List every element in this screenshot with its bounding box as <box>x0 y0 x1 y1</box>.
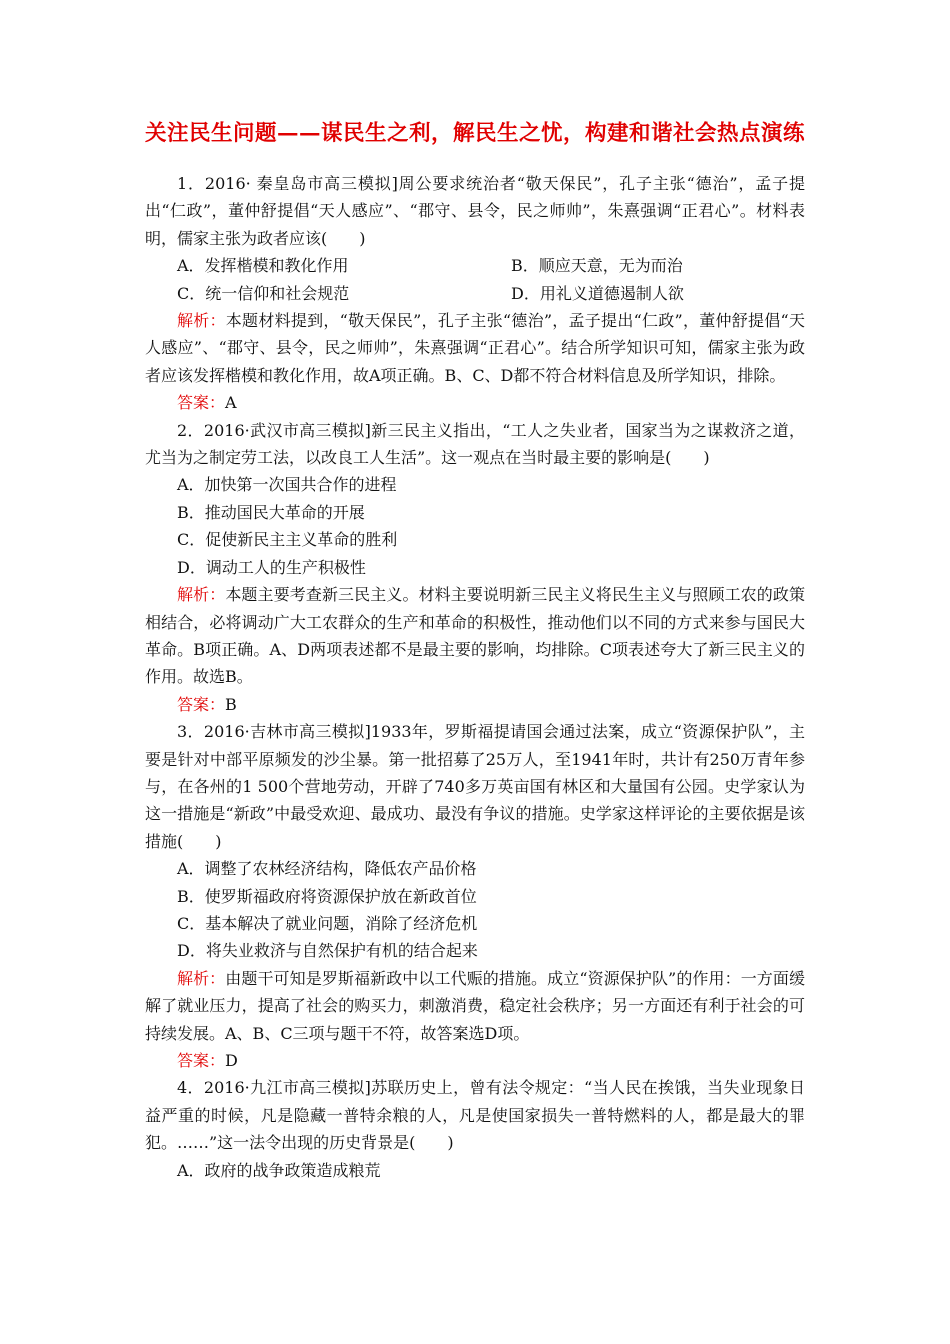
option-c: C．统一信仰和社会规范 <box>177 283 350 303</box>
option-c: C．促使新民主主义革命的胜利 <box>177 530 398 550</box>
answer-label: 答案： <box>177 694 226 714</box>
option-a: A．政府的战争政策造成粮荒 <box>177 1160 381 1180</box>
analysis <box>145 965 805 1047</box>
option-a: A．调整了农林经济结构，降低农产品价格 <box>177 859 477 879</box>
question-4 <box>145 1074 805 1184</box>
analysis-label: 解析： <box>177 585 226 605</box>
option-b: B．顺应天意，无为而治 <box>511 256 683 276</box>
question-stem: 3．2016·吉林市高三模拟]1933年，罗斯福提请国会通过法案，成立“资源保护队”，主要是针对中部平原频发的沙尘暴。第一批招募了25万人，至1941年时，共计有250万青年参与，在各州的1 500个营地劳动，开辟了740多万英亩国有林区和大量国有公园。史学家认为这一措施是“新政”中最受欢迎、最成功、最没有争议的措施。史学家这样评论的主要依据是该措施( ) <box>145 722 805 851</box>
analysis-label: 解析： <box>177 311 226 331</box>
analysis <box>145 307 805 389</box>
option-a: A．加快第一次国共合作的进程 <box>177 475 397 495</box>
analysis-text: 由题干可知是罗斯福新政中以工代赈的措施。成立“资源保护队”的作用：一方面缓解了就业压力，提高了社会的购买力，刺激消费，稳定社会秩序；另一方面还有利于社会的可持续发展。A、B、C三项与题干不符，故答案选D项。 <box>145 968 805 1043</box>
option-row <box>145 280 805 307</box>
question-stem: 1．2016· 秦皇岛市高三模拟]周公要求统治者“敬天保民”，孔子主张“德治”，孟子提出“仁政”，董仲舒提倡“天人感应”、“郡守、县令，民之师帅”，朱熹强调“正君心”。材料表明，儒家主张为政者应该( ) <box>145 174 805 248</box>
option-d: D．用礼义道德遏制人欲 <box>511 283 684 303</box>
answer <box>145 691 805 718</box>
analysis-text: 本题主要考查新三民主义。材料主要说明新三民主义将民生主义与照顾工农的政策相结合，必将调动广大工农群众的生产和革命的积极性，推动他们以不同的方式来参与国民大革命。B项正确。A、D两项表述都不是最主要的影响，均排除。C项表述夸大了新三民主义的作用。故选B。 <box>145 585 805 687</box>
answer <box>145 389 805 416</box>
answer-label: 答案： <box>177 393 226 413</box>
option-row <box>145 252 805 279</box>
option-b: B．使罗斯福政府将资源保护放在新政首位 <box>177 886 477 906</box>
document-title: 关注民生问题——谋民生之利，解民生之忧，构建和谐社会热点演练 <box>145 121 806 146</box>
answer <box>145 1047 805 1074</box>
question-3 <box>145 718 805 1074</box>
answer-value: D <box>225 1051 238 1070</box>
option-c: C．基本解决了就业问题，消除了经济危机 <box>177 913 478 933</box>
question-2 <box>145 417 805 718</box>
analysis-text: 本题材料提到，“敬天保民”，孔子主张“德治”，孟子提出“仁政”，董仲舒提倡“天人感应”、“郡守、县令，民之师帅”，朱熹强调“正君心”。结合所学知识可知，儒家主张为政者应该发挥楷模和教化作用，故A项正确。B、C、D都不符合材料信息及所学知识，排除。 <box>145 311 805 385</box>
analysis <box>145 581 805 691</box>
document-body <box>145 170 805 1184</box>
option-d: D．调动工人的生产积极性 <box>177 557 366 577</box>
question-stem: 4．2016·九江市高三模拟]苏联历史上，曾有法令规定：“当人民在挨饿，当失业现象日益严重的时候，凡是隐藏一普特余粮的人，凡是使国家损失一普特燃料的人，都是最大的罪犯。……”这一法令出现的历史背景是( ) <box>145 1078 805 1153</box>
option-a: A．发挥楷模和教化作用 <box>177 256 349 276</box>
option-b: B．推动国民大革命的开展 <box>177 502 365 522</box>
option-d: D．将失业救济与自然保护有机的结合起来 <box>177 941 478 961</box>
question-stem: 2．2016·武汉市高三模拟]新三民主义指出，“工人之失业者，国家当为之谋救济之道，尤当为之制定劳工法，以改良工人生活”。这一观点在当时最主要的影响是( ) <box>145 420 805 468</box>
answer-label: 答案： <box>177 1051 226 1070</box>
answer-value: B <box>225 694 237 714</box>
question-1 <box>145 170 805 417</box>
answer-value: A <box>225 393 237 413</box>
analysis-label: 解析： <box>177 968 226 988</box>
